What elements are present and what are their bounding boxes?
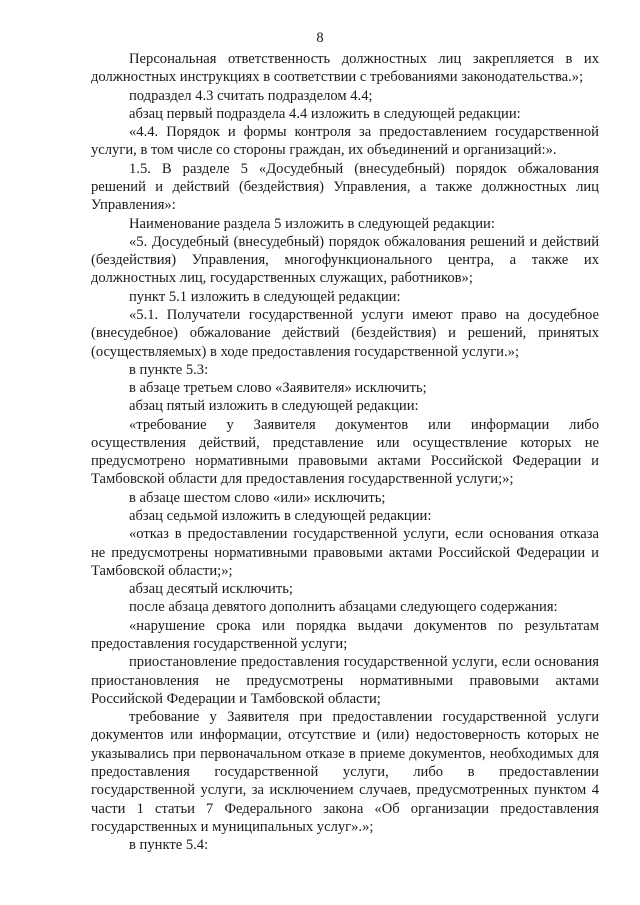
paragraph: абзац пятый изложить в следующей редакции: [129,398,419,415]
paragraph: Персональная ответственность должностных лиц закрепляется в их должностных инструкциях в соответствии с требованиями законодательства.»; [91,51,599,86]
paragraph: приостановление предоставления государственной услуги, если основания приостановления не предусмотрены нормативными правовыми актами Российской Федерации и Тамбовской области; [91,654,599,707]
paragraph: «нарушение срока или порядка выдачи документов по результатам предоставления государственной услуги; [91,617,599,652]
paragraph: «4.4. Порядок и формы контроля за предоставлением государственной услуги, в том числе со стороны граждан, их объединений и организаций:». [91,124,599,159]
paragraph: пункт 5.1 изложить в следующей редакции: [129,288,401,305]
paragraph: «отказ в предоставлении государственной услуги, если основания отказа не предусмотрены нормативными правовыми актами Российской Федерации и Тамбовской области;»; [91,526,599,579]
paragraph: 1.5. В разделе 5 «Досудебный (внесудебный) порядок обжалования решений и действий (бездействия) Управления, а также должностных лиц Управления»: [91,160,599,214]
paragraph: Наименование раздела 5 изложить в следующей редакции: [129,215,495,232]
document-body [91,50,599,854]
paragraph: после абзаца девятого дополнить абзацами следующего содержания: [129,599,558,616]
paragraph: «требование у Заявителя документов или информации либо осуществления действий, представление или осуществление которых не предусмотрено нормативными правовыми актами Российской Федерации и Тамбовской области для предоставления государственной услуги;»; [91,416,599,488]
paragraph: в абзаце третьем слово «Заявителя» исключить; [129,380,427,397]
paragraph: требование у Заявителя при предоставлении государственной услуги документов или информации, отсутствие и (или) недостоверность которых не указывались при первоначальном отказе в приеме документов, необходимых для предоставления государственной услуги, либо в предоставлении государственной услуги, за исключением случаев, предусмотренных пунктом 4 части 1 статьи 7 Федерального закона «Об организации предоставления государственных и муниципальных услуг».»; [91,709,599,835]
paragraph: в абзаце шестом слово «или» исключить; [129,489,386,506]
paragraph: абзац первый подраздела 4.4 изложить в следующей редакции: [129,105,521,122]
paragraph: в пункте 5.4: [129,837,209,854]
paragraph: подраздел 4.3 считать подразделом 4.4; [129,87,373,104]
paragraph: «5. Досудебный (внесудебный) порядок обжалования решений и действий (бездействия) Управления, многофункционального центра, а также их должностных лиц, государственных служащих, работников»; [91,233,599,287]
page-number: 8 [316,30,324,46]
paragraph: в пункте 5.3: [129,361,209,378]
paragraph: абзац десятый исключить; [129,581,293,598]
paragraph: абзац седьмой изложить в следующей редакции: [129,508,432,525]
paragraph: «5.1. Получатели государственной услуги имеют право на досудебное (внесудебное) обжалование действий (бездействия) и решений, принятых (осуществляемых) в ходе предоставления государственной услуги.»; [91,306,599,360]
